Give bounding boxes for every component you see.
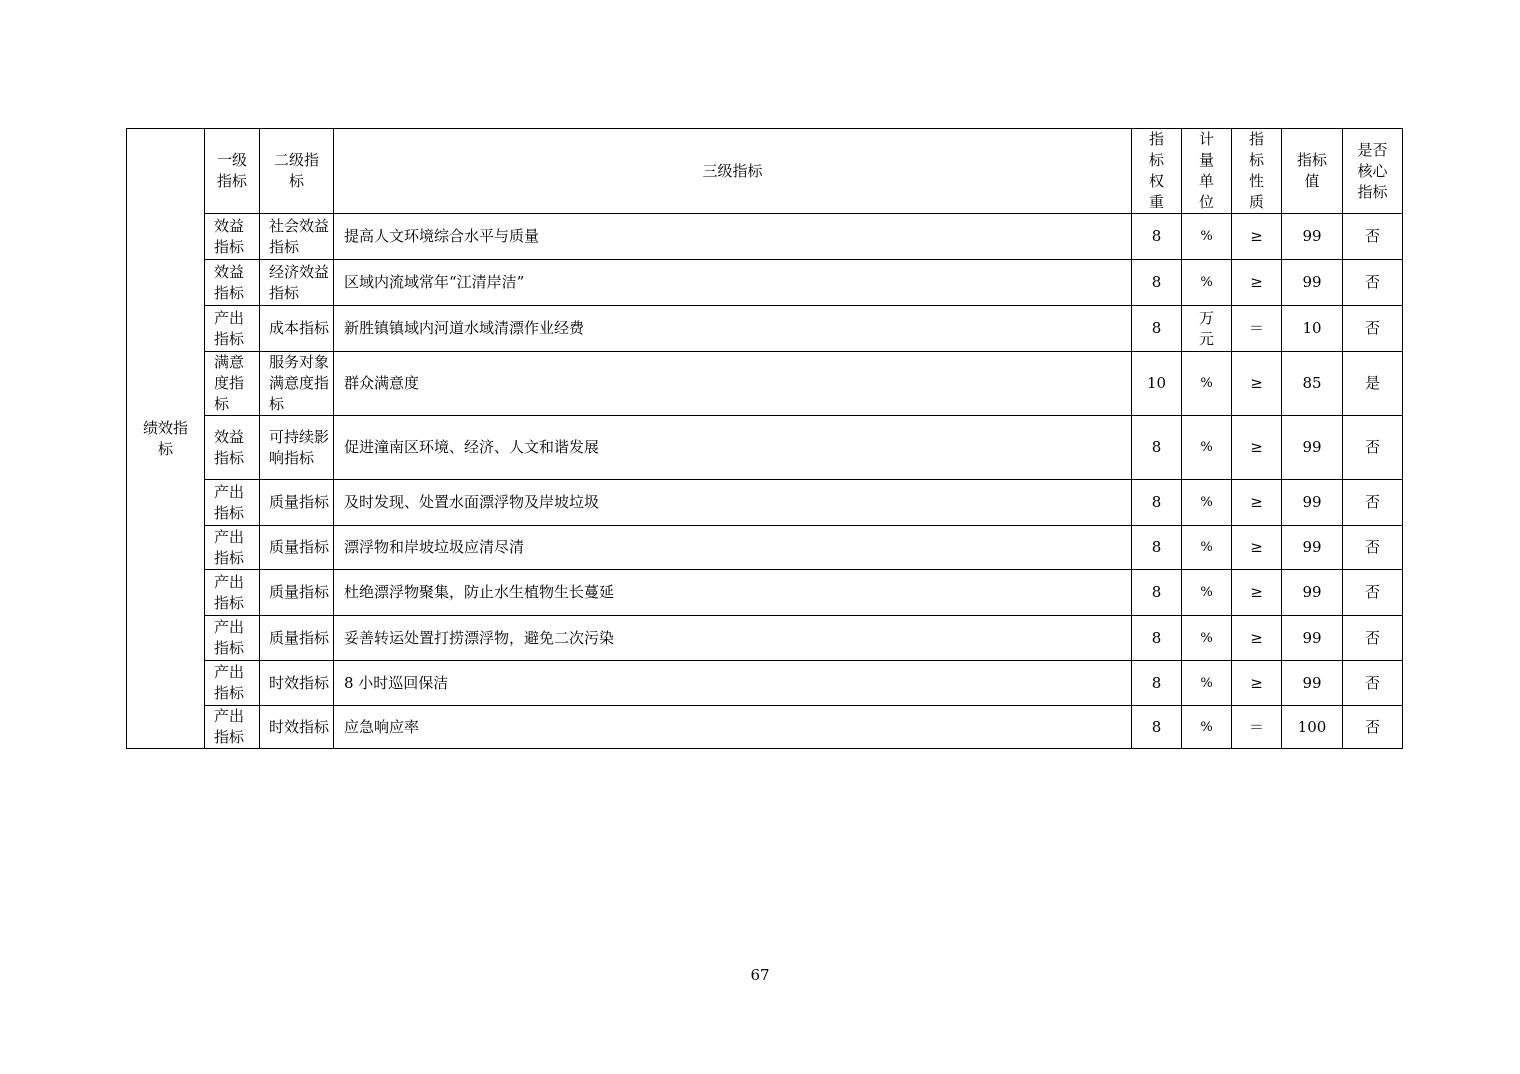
- cell-value: 99: [1282, 480, 1343, 526]
- cell-level2: 质量指标: [260, 480, 334, 526]
- cell-core: 否: [1343, 661, 1403, 706]
- cell-unit: %: [1182, 214, 1232, 260]
- header-weight: 指标权重: [1132, 129, 1182, 214]
- cell-level1: 效益指标: [205, 416, 260, 480]
- cell-weight: 8: [1132, 661, 1182, 706]
- cell-nature: ≥: [1232, 260, 1282, 306]
- cell-value: 99: [1282, 526, 1343, 570]
- table-row: [127, 570, 1403, 616]
- cell-level2: 质量指标: [260, 616, 334, 661]
- cell-level1: 产出指标: [205, 526, 260, 570]
- cell-weight: 8: [1132, 306, 1182, 352]
- cell-value: 99: [1282, 661, 1343, 706]
- cell-core: 否: [1343, 616, 1403, 661]
- cell-level3: 促进潼南区环境、经济、人文和谐发展: [334, 416, 1132, 480]
- cell-unit: %: [1182, 661, 1232, 706]
- cell-level3: 8 小时巡回保洁: [334, 661, 1132, 706]
- header-value: 指标值: [1282, 129, 1343, 214]
- cell-level1: 产出指标: [205, 616, 260, 661]
- cell-weight: 10: [1132, 352, 1182, 416]
- table-row: [127, 526, 1403, 570]
- cell-level1: 效益指标: [205, 260, 260, 306]
- cell-level3: 杜绝漂浮物聚集，防止水生植物生长蔓延: [334, 570, 1132, 616]
- cell-unit: %: [1182, 706, 1232, 749]
- cell-weight: 8: [1132, 570, 1182, 616]
- cell-core: 否: [1343, 570, 1403, 616]
- cell-value: 99: [1282, 260, 1343, 306]
- cell-unit: %: [1182, 352, 1232, 416]
- table-row: [127, 260, 1403, 306]
- cell-level1: 产出指标: [205, 570, 260, 616]
- cell-value: 99: [1282, 616, 1343, 661]
- cell-weight: 8: [1132, 480, 1182, 526]
- cell-value: 10: [1282, 306, 1343, 352]
- cell-nature: ＝: [1232, 706, 1282, 749]
- header-unit: 计量单位: [1182, 129, 1232, 214]
- cell-nature: ≥: [1232, 416, 1282, 480]
- cell-unit: %: [1182, 616, 1232, 661]
- cell-core: 否: [1343, 214, 1403, 260]
- cell-core: 否: [1343, 480, 1403, 526]
- cell-core: 否: [1343, 416, 1403, 480]
- table-row: [127, 306, 1403, 352]
- cell-level2: 时效指标: [260, 661, 334, 706]
- cell-level3: 妥善转运处置打捞漂浮物，避免二次污染: [334, 616, 1132, 661]
- cell-level3: 群众满意度: [334, 352, 1132, 416]
- cell-core: 否: [1343, 306, 1403, 352]
- cell-level3: 提高人文环境综合水平与质量: [334, 214, 1132, 260]
- cell-level2: 可持续影响指标: [260, 416, 334, 480]
- cell-level1: 产出指标: [205, 306, 260, 352]
- cell-level1: 产出指标: [205, 480, 260, 526]
- cell-level3: 及时发现、处置水面漂浮物及岸坡垃圾: [334, 480, 1132, 526]
- cell-unit: %: [1182, 260, 1232, 306]
- cell-value: 99: [1282, 416, 1343, 480]
- cell-core: 否: [1343, 260, 1403, 306]
- cell-nature: ≥: [1232, 214, 1282, 260]
- table-row: [127, 661, 1403, 706]
- table-row: [127, 416, 1403, 480]
- cell-level3: 应急响应率: [334, 706, 1132, 749]
- table-header-row: [127, 129, 1403, 214]
- cell-level2: 服务对象满意度指标: [260, 352, 334, 416]
- cell-level1: 产出指标: [205, 706, 260, 749]
- cell-weight: 8: [1132, 616, 1182, 661]
- cell-weight: 8: [1132, 416, 1182, 480]
- cell-unit: %: [1182, 526, 1232, 570]
- cell-level1: 产出指标: [205, 661, 260, 706]
- cell-level2: 经济效益指标: [260, 260, 334, 306]
- cell-nature: ≥: [1232, 616, 1282, 661]
- cell-level2: 社会效益指标: [260, 214, 334, 260]
- header-level2: 二级指标: [260, 129, 334, 214]
- cell-core: 否: [1343, 706, 1403, 749]
- header-core: 是否核心指标: [1343, 129, 1403, 214]
- cell-nature: ≥: [1232, 661, 1282, 706]
- table-row: [127, 352, 1403, 416]
- cell-core: 是: [1343, 352, 1403, 416]
- group-label-cell: [127, 129, 205, 749]
- header-level1: 一级指标: [205, 129, 260, 214]
- cell-level3: 区域内流域常年“江清岸洁”: [334, 260, 1132, 306]
- cell-nature: ≥: [1232, 526, 1282, 570]
- cell-level2: 质量指标: [260, 526, 334, 570]
- cell-weight: 8: [1132, 706, 1182, 749]
- cell-weight: 8: [1132, 526, 1182, 570]
- cell-unit: %: [1182, 416, 1232, 480]
- cell-value: 99: [1282, 570, 1343, 616]
- table-row: [127, 214, 1403, 260]
- cell-level2: 质量指标: [260, 570, 334, 616]
- page-number: 67: [750, 966, 770, 984]
- cell-level3: 新胜镇镇域内河道水域清漂作业经费: [334, 306, 1132, 352]
- cell-weight: 8: [1132, 214, 1182, 260]
- cell-value: 100: [1282, 706, 1343, 749]
- cell-value: 85: [1282, 352, 1343, 416]
- cell-level1: 满意度指标: [205, 352, 260, 416]
- table-row: [127, 480, 1403, 526]
- table-row: [127, 616, 1403, 661]
- cell-unit: %: [1182, 480, 1232, 526]
- header-level3: 三级指标: [334, 129, 1132, 214]
- group-label: 绩效指标: [142, 418, 188, 458]
- cell-nature: ＝: [1232, 306, 1282, 352]
- cell-nature: ≥: [1232, 352, 1282, 416]
- cell-value: 99: [1282, 214, 1343, 260]
- cell-unit: 万元: [1182, 306, 1232, 352]
- cell-weight: 8: [1132, 260, 1182, 306]
- cell-level2: 时效指标: [260, 706, 334, 749]
- cell-core: 否: [1343, 526, 1403, 570]
- cell-nature: ≥: [1232, 570, 1282, 616]
- cell-nature: ≥: [1232, 480, 1282, 526]
- table-row: [127, 706, 1403, 749]
- cell-level2: 成本指标: [260, 306, 334, 352]
- performance-indicator-table: [126, 128, 1403, 749]
- cell-unit: %: [1182, 570, 1232, 616]
- cell-level1: 效益指标: [205, 214, 260, 260]
- cell-level3: 漂浮物和岸坡垃圾应清尽清: [334, 526, 1132, 570]
- header-nature: 指标性质: [1232, 129, 1282, 214]
